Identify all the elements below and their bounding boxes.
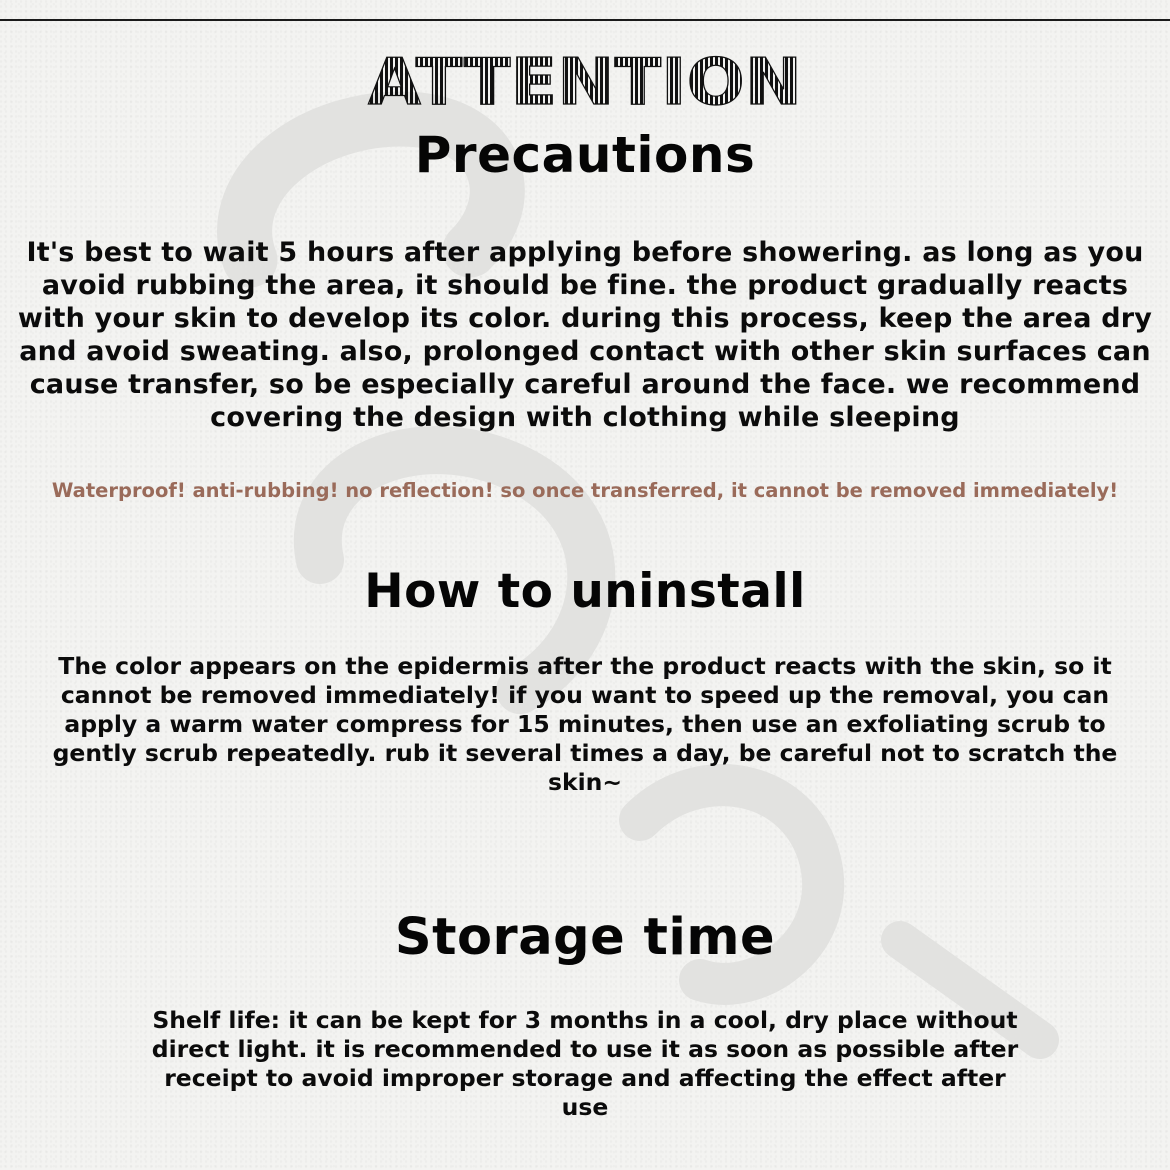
uninstall-heading: How to uninstall [364, 564, 806, 619]
uninstall-text: The color appears on the epidermis after the product reacts with the skin, so it cannot be removed immediately! if you want to speed up the removal, you can apply a warm water compress for 15 minutes, then use an exfoliating scrub to gently scrub repeatedly. rub it several times a day, be careful not to scratch the skin~ [52, 652, 1118, 796]
warning-text: Waterproof! anti-rubbing! no reflection! so once transferred, it cannot be removed immediately! [51, 479, 1119, 502]
storage-text: Shelf life: it can be kept for 3 months in a cool, dry place without direct light. it is recommended to use it as soon as possible after receipt to avoid improper storage and affecting the effect after use [151, 1006, 1019, 1121]
storage-heading: Storage time [394, 908, 776, 967]
attention-logo-text: ATTENTION [368, 48, 802, 114]
precautions-heading: Precautions [414, 126, 756, 184]
attention-logo [365, 48, 805, 114]
top-divider-line [0, 19, 1170, 21]
precautions-text: It's best to wait 5 hours after applying before showering. as long as you avoid rubbing the area, it should be fine. the product gradually reacts with your skin to develop its color. during this process, keep the area dry and avoid sweating. also, prolonged contact with other skin surfaces can cause transfer, so be especially careful around the face. we recommend covering the design with clothing while sleeping [17, 237, 1153, 433]
